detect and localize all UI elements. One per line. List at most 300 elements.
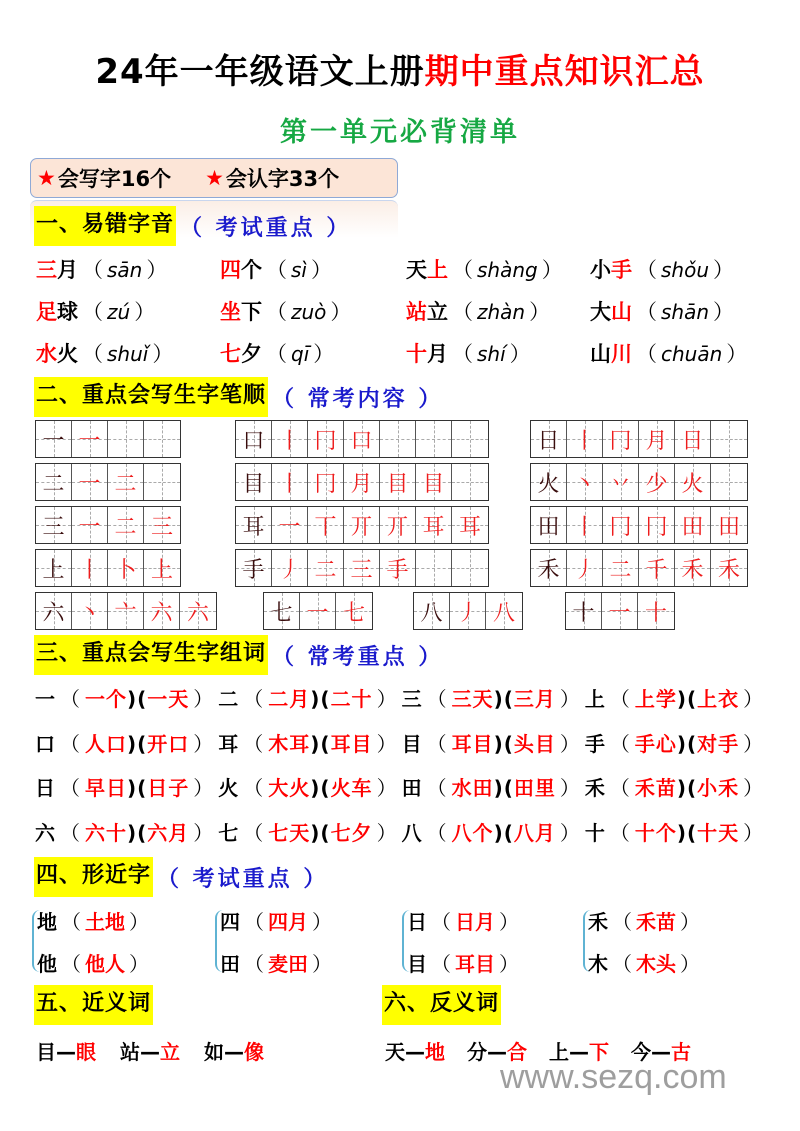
similar-char-item xyxy=(588,948,704,977)
grid-cell xyxy=(711,421,747,457)
paren: )( xyxy=(493,821,514,845)
dash: — xyxy=(487,1040,507,1064)
char: 上 xyxy=(584,687,606,711)
word-group-row xyxy=(35,772,768,801)
word: 六十 xyxy=(85,821,127,845)
section-6-header xyxy=(382,985,501,1025)
stroke-step: 一 xyxy=(608,600,631,626)
stroke-grid xyxy=(530,463,748,501)
paren: （ xyxy=(61,910,81,934)
stroke-step: 丿 xyxy=(278,557,301,583)
paren: ） xyxy=(559,821,581,845)
char: 三 xyxy=(36,258,57,282)
stroke-step: 耳 xyxy=(422,514,445,540)
char: 站 xyxy=(406,300,427,324)
word: 火车 xyxy=(330,776,373,800)
stroke-grid xyxy=(565,592,675,630)
char: 地 xyxy=(425,1040,445,1064)
model-char: 手 xyxy=(242,557,265,583)
section-1-header xyxy=(34,206,351,246)
char: 天 xyxy=(385,1040,405,1064)
paren: ） xyxy=(726,342,748,366)
paren: ） xyxy=(330,300,352,324)
char: 他 xyxy=(37,952,57,976)
stroke-step: 手 xyxy=(386,557,409,583)
paren: )( xyxy=(676,732,698,756)
model-char: 八 xyxy=(420,600,443,626)
char: 眼 xyxy=(76,1040,96,1064)
char: 川 xyxy=(611,342,632,366)
grid-cell xyxy=(272,421,308,457)
char: 火 xyxy=(218,776,240,800)
word: 日月 xyxy=(455,910,495,934)
char: 球 xyxy=(57,300,78,324)
paren: )( xyxy=(127,687,148,711)
paren: （ xyxy=(426,732,448,756)
grid-cell xyxy=(180,593,216,629)
word-pair xyxy=(120,1040,180,1064)
stroke-step: 丨 xyxy=(573,428,596,454)
paren: （ xyxy=(243,776,265,800)
grid-cell xyxy=(711,550,747,586)
word: 上衣 xyxy=(697,687,740,711)
grid-cell xyxy=(144,421,180,457)
char: 下 xyxy=(241,300,262,324)
paren: ） xyxy=(193,732,215,756)
grid-cell xyxy=(144,593,180,629)
section-heading: 二、重点会写生字笔顺 xyxy=(34,377,268,417)
paren: ） xyxy=(743,687,765,711)
char: 三 xyxy=(401,687,423,711)
word: 一个 xyxy=(85,687,127,711)
paren: ） xyxy=(134,300,156,324)
similar-char-item xyxy=(407,948,523,977)
paren: ） xyxy=(129,910,149,934)
grid-cell xyxy=(567,550,603,586)
grid-cell xyxy=(380,507,416,543)
grid-cell xyxy=(452,421,488,457)
grid-cell xyxy=(344,507,380,543)
section-note: （ 考试重点 ） xyxy=(157,866,329,892)
stroke-step: 八 xyxy=(492,600,515,626)
char: 立 xyxy=(160,1040,180,1064)
paren: （ xyxy=(244,952,264,976)
stroke-step: 丅 xyxy=(314,514,337,540)
stroke-step: 上 xyxy=(150,557,173,583)
grid-cell xyxy=(272,464,308,500)
word: 他人 xyxy=(85,952,125,976)
grid-cell xyxy=(380,550,416,586)
stroke-step: 月 xyxy=(350,471,373,497)
paren: )( xyxy=(310,776,331,800)
grid-cell xyxy=(675,464,711,500)
char: 木 xyxy=(588,952,608,976)
word: 七夕 xyxy=(330,821,373,845)
char: 上 xyxy=(427,258,448,282)
grid-cell xyxy=(72,421,108,457)
grid-cell xyxy=(711,464,747,500)
paren: )( xyxy=(310,687,331,711)
pronunciation-item xyxy=(36,254,171,284)
grid-cell xyxy=(72,507,108,543)
paren: （ xyxy=(431,910,451,934)
paren: （ xyxy=(452,300,473,324)
stroke-grid xyxy=(35,420,181,458)
paren: ） xyxy=(559,776,581,800)
word: 田里 xyxy=(513,776,556,800)
word: 水田 xyxy=(451,776,494,800)
stroke-step: 月 xyxy=(645,428,668,454)
char: 像 xyxy=(244,1040,264,1064)
paren: （ xyxy=(609,687,631,711)
pinyin: shuǐ xyxy=(107,342,149,366)
section-3-header xyxy=(34,635,443,675)
paren: ） xyxy=(193,687,215,711)
word: 二十 xyxy=(330,687,373,711)
stroke-step: 六 xyxy=(186,600,209,626)
stroke-step: 七 xyxy=(342,600,365,626)
paren: （ xyxy=(244,910,264,934)
stroke-step: 二 xyxy=(314,557,337,583)
char: 下 xyxy=(589,1040,609,1064)
stroke-step: 丌 xyxy=(350,514,373,540)
grid-cell xyxy=(602,593,638,629)
grid-cell xyxy=(108,421,144,457)
similar-char-item xyxy=(220,906,336,935)
paren: （ xyxy=(426,821,448,845)
stroke-step: 千 xyxy=(645,557,668,583)
write-count: 会写字16个 xyxy=(57,167,172,191)
section-heading: 四、形近字 xyxy=(34,857,153,897)
pronunciation-item xyxy=(406,296,554,326)
pinyin: qī xyxy=(291,342,310,366)
section-2-header xyxy=(34,377,443,417)
similar-char-item xyxy=(407,906,523,935)
dash: — xyxy=(569,1040,589,1064)
stroke-grid xyxy=(530,506,748,544)
word-pair xyxy=(36,1040,96,1064)
char: 立 xyxy=(427,300,448,324)
section-note: （ 常考内容 ） xyxy=(272,386,444,412)
star-icon: ★ xyxy=(37,166,56,190)
paren: ） xyxy=(152,342,174,366)
dash: — xyxy=(405,1040,425,1064)
section-heading: 五、近义词 xyxy=(34,985,153,1025)
grid-cell xyxy=(308,550,344,586)
paren: )( xyxy=(127,821,148,845)
grid-cell xyxy=(108,593,144,629)
paren: （ xyxy=(636,342,657,366)
model-char: 耳 xyxy=(242,514,265,540)
paren: ） xyxy=(743,821,765,845)
stroke-step: 一 xyxy=(78,428,101,454)
stroke-step: 一 xyxy=(306,600,329,626)
model-char: 二 xyxy=(42,471,65,497)
title-black: 24年一年级语文上册 xyxy=(95,52,425,92)
paren: ） xyxy=(376,687,398,711)
count-box xyxy=(30,158,398,198)
char: 六 xyxy=(35,821,56,845)
grid-cell xyxy=(308,464,344,500)
grid-cell xyxy=(272,507,308,543)
grid-cell xyxy=(603,464,639,500)
char: 口 xyxy=(35,732,56,756)
page-title xyxy=(0,44,800,93)
paren: （ xyxy=(609,821,631,845)
model-char: 目 xyxy=(242,471,265,497)
stroke-step: 少 xyxy=(645,471,668,497)
char: 手 xyxy=(584,732,606,756)
char: 十 xyxy=(406,342,427,366)
stroke-grid xyxy=(235,463,489,501)
grid-cell xyxy=(603,507,639,543)
paren: )( xyxy=(310,732,331,756)
paren: ） xyxy=(193,776,215,800)
stroke-step: 卜 xyxy=(114,557,137,583)
grid-cell xyxy=(380,464,416,500)
pronunciation-item xyxy=(590,254,738,284)
grid-cell xyxy=(566,593,602,629)
char: 月 xyxy=(57,258,78,282)
grid-cell xyxy=(144,550,180,586)
stroke-step: 田 xyxy=(681,514,704,540)
pinyin: shān xyxy=(661,300,710,324)
stroke-step: 二 xyxy=(114,514,137,540)
grid-cell xyxy=(144,507,180,543)
pronunciation-item xyxy=(36,338,177,368)
similar-char-item xyxy=(37,906,153,935)
stroke-grid xyxy=(413,592,523,630)
grid-cell xyxy=(675,550,711,586)
stroke-step: 丿 xyxy=(456,600,479,626)
word: 早日 xyxy=(85,776,127,800)
pinyin: shǒu xyxy=(661,258,710,282)
paren: （ xyxy=(452,342,473,366)
stroke-step: 冂 xyxy=(314,428,337,454)
pinyin: zhàn xyxy=(477,300,526,324)
word-pair xyxy=(204,1040,264,1064)
paren: ） xyxy=(376,821,398,845)
dash: — xyxy=(224,1040,244,1064)
model-char: 火 xyxy=(537,471,560,497)
pronunciation-item xyxy=(590,296,738,326)
word: 上学 xyxy=(634,687,677,711)
grid-cell xyxy=(344,421,380,457)
paren: （ xyxy=(82,342,103,366)
pronunciation-item xyxy=(406,338,535,368)
stroke-grid xyxy=(530,549,748,587)
char: 一 xyxy=(35,687,56,711)
paren: ） xyxy=(312,910,332,934)
stroke-step: 二 xyxy=(609,557,632,583)
char: 四 xyxy=(220,910,240,934)
grid-cell xyxy=(416,507,452,543)
stroke-step: 十 xyxy=(644,600,667,626)
grid-cell xyxy=(72,464,108,500)
grid-cell xyxy=(108,464,144,500)
paren: ） xyxy=(743,732,765,756)
grid-cell xyxy=(452,550,488,586)
stroke-step: 日 xyxy=(681,428,704,454)
grid-cell xyxy=(236,507,272,543)
paren: （ xyxy=(82,258,103,282)
word: 开口 xyxy=(147,732,190,756)
word-group-row xyxy=(35,817,768,846)
paren: ） xyxy=(310,258,332,282)
word: 对手 xyxy=(697,732,740,756)
pinyin: chuān xyxy=(661,342,723,366)
pronunciation-item xyxy=(220,296,355,326)
char: 四 xyxy=(220,258,241,282)
model-char: 三 xyxy=(42,514,65,540)
model-char: 上 xyxy=(42,557,65,583)
paren: ） xyxy=(313,342,335,366)
stroke-step: 丶 xyxy=(78,600,101,626)
grid-cell xyxy=(639,464,675,500)
model-char: 日 xyxy=(537,428,560,454)
pronunciation-item xyxy=(220,338,338,368)
word: 木头 xyxy=(636,952,676,976)
model-char: 十 xyxy=(572,600,595,626)
word: 禾苗 xyxy=(634,776,677,800)
grid-cell xyxy=(638,593,674,629)
section-heading: 三、重点会写生字组词 xyxy=(34,635,268,675)
stroke-step: 冂 xyxy=(609,428,632,454)
section-heading: 一、易错字音 xyxy=(34,206,176,246)
word: 四月 xyxy=(268,910,308,934)
paren: )( xyxy=(676,776,698,800)
char: 目 xyxy=(401,732,423,756)
stroke-step: 丨 xyxy=(573,514,596,540)
char: 足 xyxy=(36,300,57,324)
stroke-step: 丨 xyxy=(278,428,301,454)
grid-cell xyxy=(144,464,180,500)
paren: )( xyxy=(493,732,514,756)
paren: ） xyxy=(312,952,332,976)
stroke-step: 田 xyxy=(717,514,740,540)
char: 七 xyxy=(220,342,241,366)
paren: （ xyxy=(426,776,448,800)
paren: )( xyxy=(493,687,514,711)
synonyms-list xyxy=(36,1036,288,1065)
paren: ） xyxy=(680,910,700,934)
model-char: 田 xyxy=(537,514,560,540)
section-note: （ 考试重点 ） xyxy=(180,215,352,241)
paren: （ xyxy=(266,342,287,366)
word: 大火 xyxy=(268,776,311,800)
char: 地 xyxy=(37,910,57,934)
grid-cell xyxy=(675,421,711,457)
paren: ） xyxy=(376,776,398,800)
paren: （ xyxy=(60,732,81,756)
grid-cell xyxy=(567,421,603,457)
char: 耳 xyxy=(218,732,240,756)
pronunciation-item xyxy=(36,296,159,326)
paren: ） xyxy=(146,258,168,282)
paren: ） xyxy=(129,952,149,976)
title-red: 期中重点知识汇总 xyxy=(424,52,705,92)
grid-cell xyxy=(380,421,416,457)
word: 人口 xyxy=(85,732,127,756)
word: 七天 xyxy=(268,821,311,845)
grid-cell xyxy=(531,464,567,500)
grid-cell xyxy=(36,421,72,457)
paren: ） xyxy=(529,300,551,324)
grid-cell xyxy=(416,421,452,457)
grid-cell xyxy=(236,550,272,586)
word-pair xyxy=(385,1040,445,1064)
grid-cell xyxy=(416,550,452,586)
section-note: （ 常考重点 ） xyxy=(272,644,444,670)
stroke-step: 一 xyxy=(78,514,101,540)
paren: )( xyxy=(493,776,514,800)
watermark: www.sezq.com xyxy=(500,1058,727,1096)
section-5-header xyxy=(34,985,153,1025)
grid-cell xyxy=(344,550,380,586)
paren: ） xyxy=(743,776,765,800)
word: 日子 xyxy=(147,776,190,800)
word: 十个 xyxy=(634,821,677,845)
stroke-step: 三 xyxy=(150,514,173,540)
grid-cell xyxy=(36,550,72,586)
grid-cell xyxy=(603,550,639,586)
stroke-step: 目 xyxy=(386,471,409,497)
stroke-step: 目 xyxy=(422,471,445,497)
model-char: 口 xyxy=(242,428,265,454)
grid-cell xyxy=(450,593,486,629)
char: 火 xyxy=(57,342,78,366)
paren: )( xyxy=(676,687,698,711)
char: 水 xyxy=(36,342,57,366)
paren: ） xyxy=(559,687,581,711)
char: 站 xyxy=(120,1040,140,1064)
grid-cell xyxy=(639,507,675,543)
char: 古 xyxy=(671,1040,691,1064)
grid-cell xyxy=(531,550,567,586)
paren: （ xyxy=(452,258,473,282)
char: 大 xyxy=(590,300,611,324)
pinyin: zuò xyxy=(291,300,327,324)
stroke-step: 丿 xyxy=(573,557,596,583)
grid-cell xyxy=(531,421,567,457)
paren: （ xyxy=(612,952,632,976)
grid-cell xyxy=(486,593,522,629)
grid-cell xyxy=(603,421,639,457)
paren: ） xyxy=(193,821,215,845)
stroke-step: 一 xyxy=(78,471,101,497)
stroke-step: 耳 xyxy=(458,514,481,540)
stroke-step: 丌 xyxy=(386,514,409,540)
paren: ） xyxy=(376,732,398,756)
paren: （ xyxy=(82,300,103,324)
paren: （ xyxy=(266,300,287,324)
grid-cell xyxy=(452,507,488,543)
paren: （ xyxy=(612,910,632,934)
stroke-step: 禾 xyxy=(717,557,740,583)
similar-char-item xyxy=(220,948,336,977)
grid-cell xyxy=(108,550,144,586)
paren: （ xyxy=(60,687,81,711)
char: 分 xyxy=(467,1040,487,1064)
grid-cell xyxy=(308,507,344,543)
stroke-grid xyxy=(235,549,489,587)
pinyin: zú xyxy=(107,300,131,324)
grid-cell xyxy=(272,550,308,586)
grid-cell xyxy=(108,507,144,543)
word: 六月 xyxy=(147,821,190,845)
grid-cell xyxy=(675,507,711,543)
paren: ） xyxy=(713,258,735,282)
